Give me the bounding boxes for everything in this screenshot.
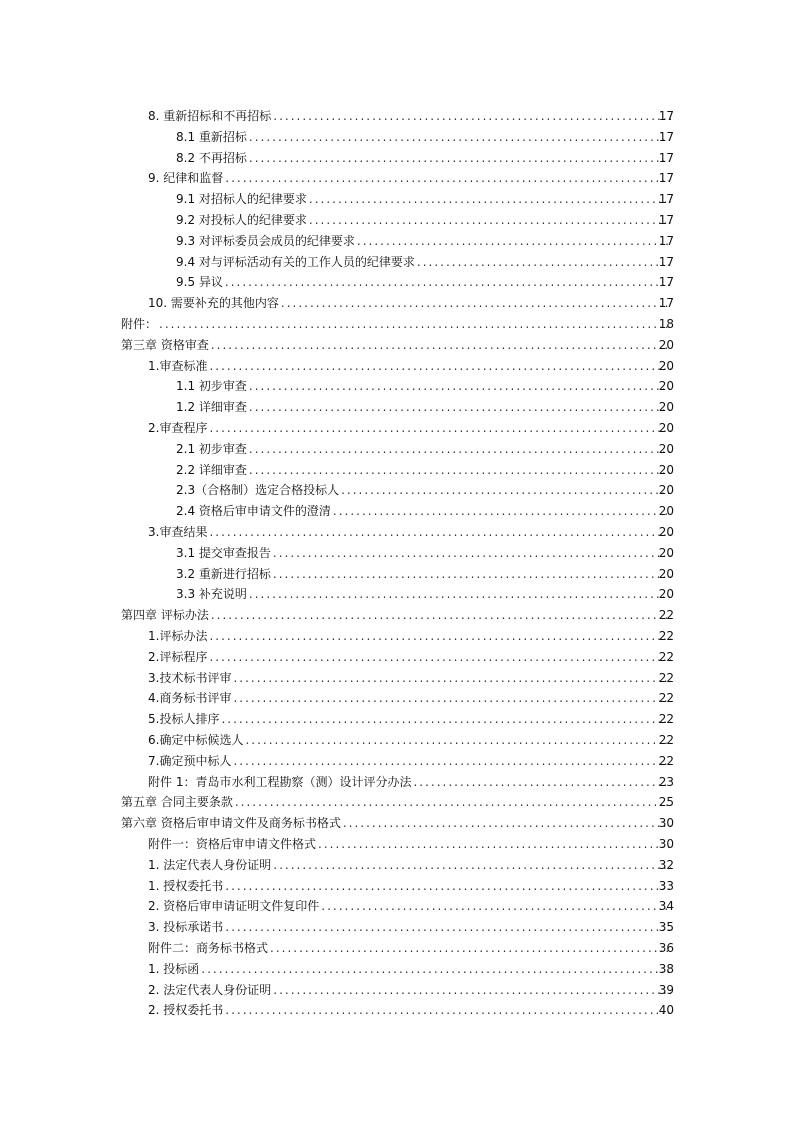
toc-page-number: 17 [658,213,674,227]
dot-leader [357,231,671,251]
toc-entry-line [148,356,674,376]
toc-page-number: 39 [658,982,674,997]
toc-page-number: 22 [658,649,674,664]
toc-entry[interactable] [0,792,794,812]
toc-page-number: 20 [658,483,674,498]
toc-entry-line [176,189,674,209]
dot-leader [245,730,671,750]
toc-entry-line [176,272,674,292]
toc-page-number: 32 [658,857,674,872]
toc-page-number: 23 [658,774,674,789]
dot-leader [201,959,671,979]
toc-entry-title: 2.2 详细审查 [176,462,247,477]
dot-leader [270,938,671,958]
toc-entry-title: 9.3 对评标委员会成员的纪律要求 [176,233,355,248]
toc-page-number: 20 [658,587,674,602]
dot-leader [209,418,671,438]
toc-page-number: 22 [658,753,674,768]
toc-page-number: 33 [658,878,674,893]
dot-leader [225,1000,671,1020]
toc-entry-line [176,148,674,168]
dot-leader [249,439,671,459]
toc-entry-line [148,709,674,729]
toc-entry[interactable] [0,106,794,126]
toc-page-number: 30 [658,816,674,831]
toc-entry-title: 第四章 评标办法 [121,608,209,623]
toc-entry[interactable] [0,335,794,355]
toc-entry-line [148,834,674,854]
toc-entry-title: 9.5 异议 [176,275,223,290]
toc-entry-line [121,813,674,833]
toc-entry-line [176,564,674,584]
toc-entry-title: 3.审查结果 [148,525,208,539]
toc-entry-line [176,480,674,500]
dot-leader [209,522,671,542]
toc-entry[interactable] [0,314,794,334]
toc-entry-title: 6.确定中标候选人 [148,733,244,747]
toc-entry-title: 2. 授权委托书 [148,1003,224,1018]
toc-entry-line [176,501,674,521]
toc-entry-title: 第三章 资格审查 [121,337,209,352]
toc-entry[interactable] [0,439,794,459]
toc-entry-line [176,397,674,417]
toc-page-number: 34 [658,899,674,914]
toc-entry[interactable] [0,834,794,854]
dot-leader [209,626,671,646]
dot-leader [318,834,671,854]
toc-entry-title: 1.1 初步审查 [176,379,247,394]
toc-entry-title: 附件 1：青岛市水利工程勘察（测）设计评分办法 [148,774,412,789]
toc-page-number: 17 [658,296,674,311]
dot-leader [281,293,671,313]
toc-entry[interactable] [0,564,794,584]
toc-entry-line [148,959,674,979]
toc-entry-line [148,668,674,688]
toc-entry-title: 9.1 对招标人的纪律要求 [176,192,307,207]
dot-leader [225,917,671,937]
toc-entry[interactable] [0,751,794,771]
toc-entry[interactable] [0,896,794,916]
toc-entry-line [148,647,674,667]
toc-entry-line [148,418,674,438]
dot-leader [249,397,671,417]
dot-leader [249,127,671,147]
toc-entry[interactable] [0,210,794,230]
toc-entry-line [148,876,674,896]
toc-entry-title: 2. 资格后审申请证明文件复印件 [148,899,320,914]
toc-entry-line [148,980,674,1000]
toc-entry[interactable] [0,272,794,292]
toc-entry[interactable] [0,730,794,750]
toc-page-number: 17 [658,254,674,269]
toc-page-number: 20 [658,358,674,373]
dot-leader [413,772,671,792]
toc-entry-title: 2.审查程序 [148,421,208,435]
dot-leader [321,896,671,916]
toc-entry-line [176,376,674,396]
dot-leader [249,584,671,604]
dot-leader [159,314,671,334]
toc-entry-line [176,460,674,480]
toc-page-number: 17 [658,109,674,123]
toc-page-number: 22 [658,608,674,623]
toc-page-number: 20 [658,545,674,560]
toc-entry[interactable] [0,293,794,313]
toc-page-number: 20 [658,421,674,435]
dot-leader [273,980,671,1000]
toc-entry-title: 9.4 对与评标活动有关的工作人员的纪律要求 [176,254,415,269]
toc-entry-title: 1. 投标函 [148,961,200,976]
toc-entry-title: 1. 授权委托书 [148,878,224,893]
toc-entry-line [176,252,674,272]
toc-entry-title: 4.商务标书评审 [148,691,232,706]
dot-leader [249,148,671,168]
toc-entry[interactable] [0,647,794,667]
toc-entry-line [148,917,674,937]
dot-leader [273,855,671,875]
toc-entry-title: 1. 法定代表人身份证明 [148,857,272,872]
toc-entry-line [148,106,674,126]
toc-entry[interactable] [0,397,794,417]
dot-leader [249,460,671,480]
dot-leader [233,688,671,708]
dot-leader [273,106,671,126]
toc-entry-line [176,584,674,604]
toc-page-number: 17 [658,275,674,290]
toc-entry-line [148,772,674,792]
toc-entry[interactable] [0,376,794,396]
toc-entry-title: 3.技术标书评审 [148,670,232,685]
toc-page-number: 40 [658,1003,674,1018]
toc-entry[interactable] [0,959,794,979]
toc-page-number: 36 [658,941,674,955]
toc-entry-line [148,938,674,958]
toc-entry[interactable] [0,709,794,729]
toc-page-number: 20 [658,525,674,539]
dot-leader [209,356,671,376]
toc-entry-title: 附件： [121,317,158,331]
toc-entry[interactable] [0,980,794,1000]
toc-entry-title: 9.2 对投标人的纪律要求 [176,213,307,227]
toc-entry-title: 5.投标人排序 [148,712,220,727]
dot-leader [209,647,671,667]
toc-entry-title: 2. 法定代表人身份证明 [148,982,272,997]
toc-entry-title: 2.评标程序 [148,649,208,664]
toc-entry-title: 附件一：资格后审申请文件格式 [148,837,317,851]
toc-page-number: 25 [658,795,674,810]
dot-leader [211,335,671,355]
dot-leader [211,605,671,625]
toc-entry[interactable] [0,168,794,188]
toc-entry-title: 第六章 资格后审申请文件及商务标书格式 [121,816,341,831]
toc-entry-line [176,127,674,147]
toc-page-number: 35 [658,920,674,935]
toc-entry[interactable] [0,668,794,688]
toc-page-number: 20 [658,337,674,352]
toc-entry-line [121,605,674,625]
dot-leader [341,480,671,500]
toc-page-number: 22 [658,691,674,706]
toc-entry-line [148,522,674,542]
toc-entry-title: 8.1 重新招标 [176,129,247,144]
dot-leader [233,751,671,771]
toc-entry-line [121,314,674,334]
toc-entry-line [176,543,674,563]
toc-entry-line [148,688,674,708]
toc-entry[interactable] [0,1000,794,1020]
toc-entry[interactable] [0,148,794,168]
dot-leader [225,168,671,188]
toc-entry-line [148,855,674,875]
toc-entry-title: 2.1 初步审查 [176,441,247,456]
toc-page-number: 20 [658,462,674,477]
toc-page-number: 22 [658,670,674,685]
toc-entry-line [148,626,674,646]
toc-entry-line [121,335,674,355]
toc-page-number: 17 [658,150,674,165]
toc-entry-line [176,439,674,459]
toc-entry[interactable] [0,772,794,792]
toc-page-number: 22 [658,712,674,727]
toc-entry[interactable] [0,584,794,604]
dot-leader [249,376,671,396]
toc-page-number: 20 [658,441,674,456]
toc-entry[interactable] [0,460,794,480]
toc-entry[interactable] [0,876,794,896]
toc-entry[interactable] [0,626,794,646]
toc-entry-line [148,1000,674,1020]
toc-entry-line [148,293,674,313]
toc-entry-title: 1.审查标准 [148,358,208,373]
toc-page-number: 20 [658,400,674,415]
toc-page-number: 17 [658,171,674,186]
toc-page-number: 20 [658,379,674,394]
toc-entry-line [148,896,674,916]
toc-entry[interactable] [0,813,794,833]
dot-leader [225,272,671,292]
toc-entry-title: 8.2 不再招标 [176,150,247,165]
toc-entry-title: 1.评标办法 [148,629,208,643]
toc-page-number: 17 [658,192,674,207]
toc-page-number: 17 [658,233,674,248]
toc-entry[interactable] [0,480,794,500]
toc-entry-title: 3.1 提交审查报告 [176,545,271,560]
toc-page-number: 38 [658,961,674,976]
toc-entry-line [176,231,674,251]
toc-entry[interactable] [0,917,794,937]
toc-entry-title: 10. 需要补充的其他内容 [148,296,279,311]
toc-entry[interactable] [0,501,794,521]
toc-entry-line [148,751,674,771]
dot-leader [273,543,671,563]
dot-leader [235,792,671,812]
toc-entry[interactable] [0,252,794,272]
toc-entry[interactable] [0,543,794,563]
dot-leader [225,876,671,896]
toc-entry-title: 3.2 重新进行招标 [176,566,271,581]
toc-page-number: 18 [658,317,674,331]
toc-entry-title: 3. 投标承诺书 [148,920,224,935]
toc-entry[interactable] [0,231,794,251]
toc-entry[interactable] [0,418,794,438]
toc-entry-title: 7.确定预中标人 [148,753,232,768]
toc-entry[interactable] [0,688,794,708]
dot-leader [333,501,671,521]
toc-entry-title: 8. 重新招标和不再招标 [148,109,272,123]
toc-entry-title: 2.4 资格后审申请文件的澄清 [176,504,331,519]
dot-leader [309,189,671,209]
toc-page-number: 22 [658,629,674,643]
toc-entry-line [176,210,674,230]
toc-entry-line [121,792,674,812]
toc-entry-line [148,168,674,188]
toc-entry[interactable] [0,189,794,209]
dot-leader [233,668,671,688]
toc-entry[interactable] [0,127,794,147]
toc-page-number: 20 [658,504,674,519]
toc-entry[interactable] [0,356,794,376]
toc-entry[interactable] [0,938,794,958]
toc-entry-title: 9. 纪律和监督 [148,171,224,186]
toc-entry-line [148,730,674,750]
dot-leader [343,813,671,833]
toc-entry[interactable] [0,605,794,625]
toc-entry-title: 第五章 合同主要条款 [121,795,233,810]
toc-page-number: 30 [658,837,674,851]
toc-entry-title: 附件二：商务标书格式 [148,941,269,955]
toc-page-number: 17 [658,129,674,144]
dot-leader [309,210,671,230]
toc-entry[interactable] [0,522,794,542]
toc-entry-title: 2.3（合格制）选定合格投标人 [176,483,340,498]
toc-page-number: 20 [658,566,674,581]
dot-leader [221,709,671,729]
toc-page-number: 22 [658,733,674,747]
dot-leader [417,252,671,272]
dot-leader [273,564,671,584]
toc-entry-title: 1.2 详细审查 [176,400,247,415]
toc-entry-title: 3.3 补充说明 [176,587,247,602]
toc-entry[interactable] [0,855,794,875]
